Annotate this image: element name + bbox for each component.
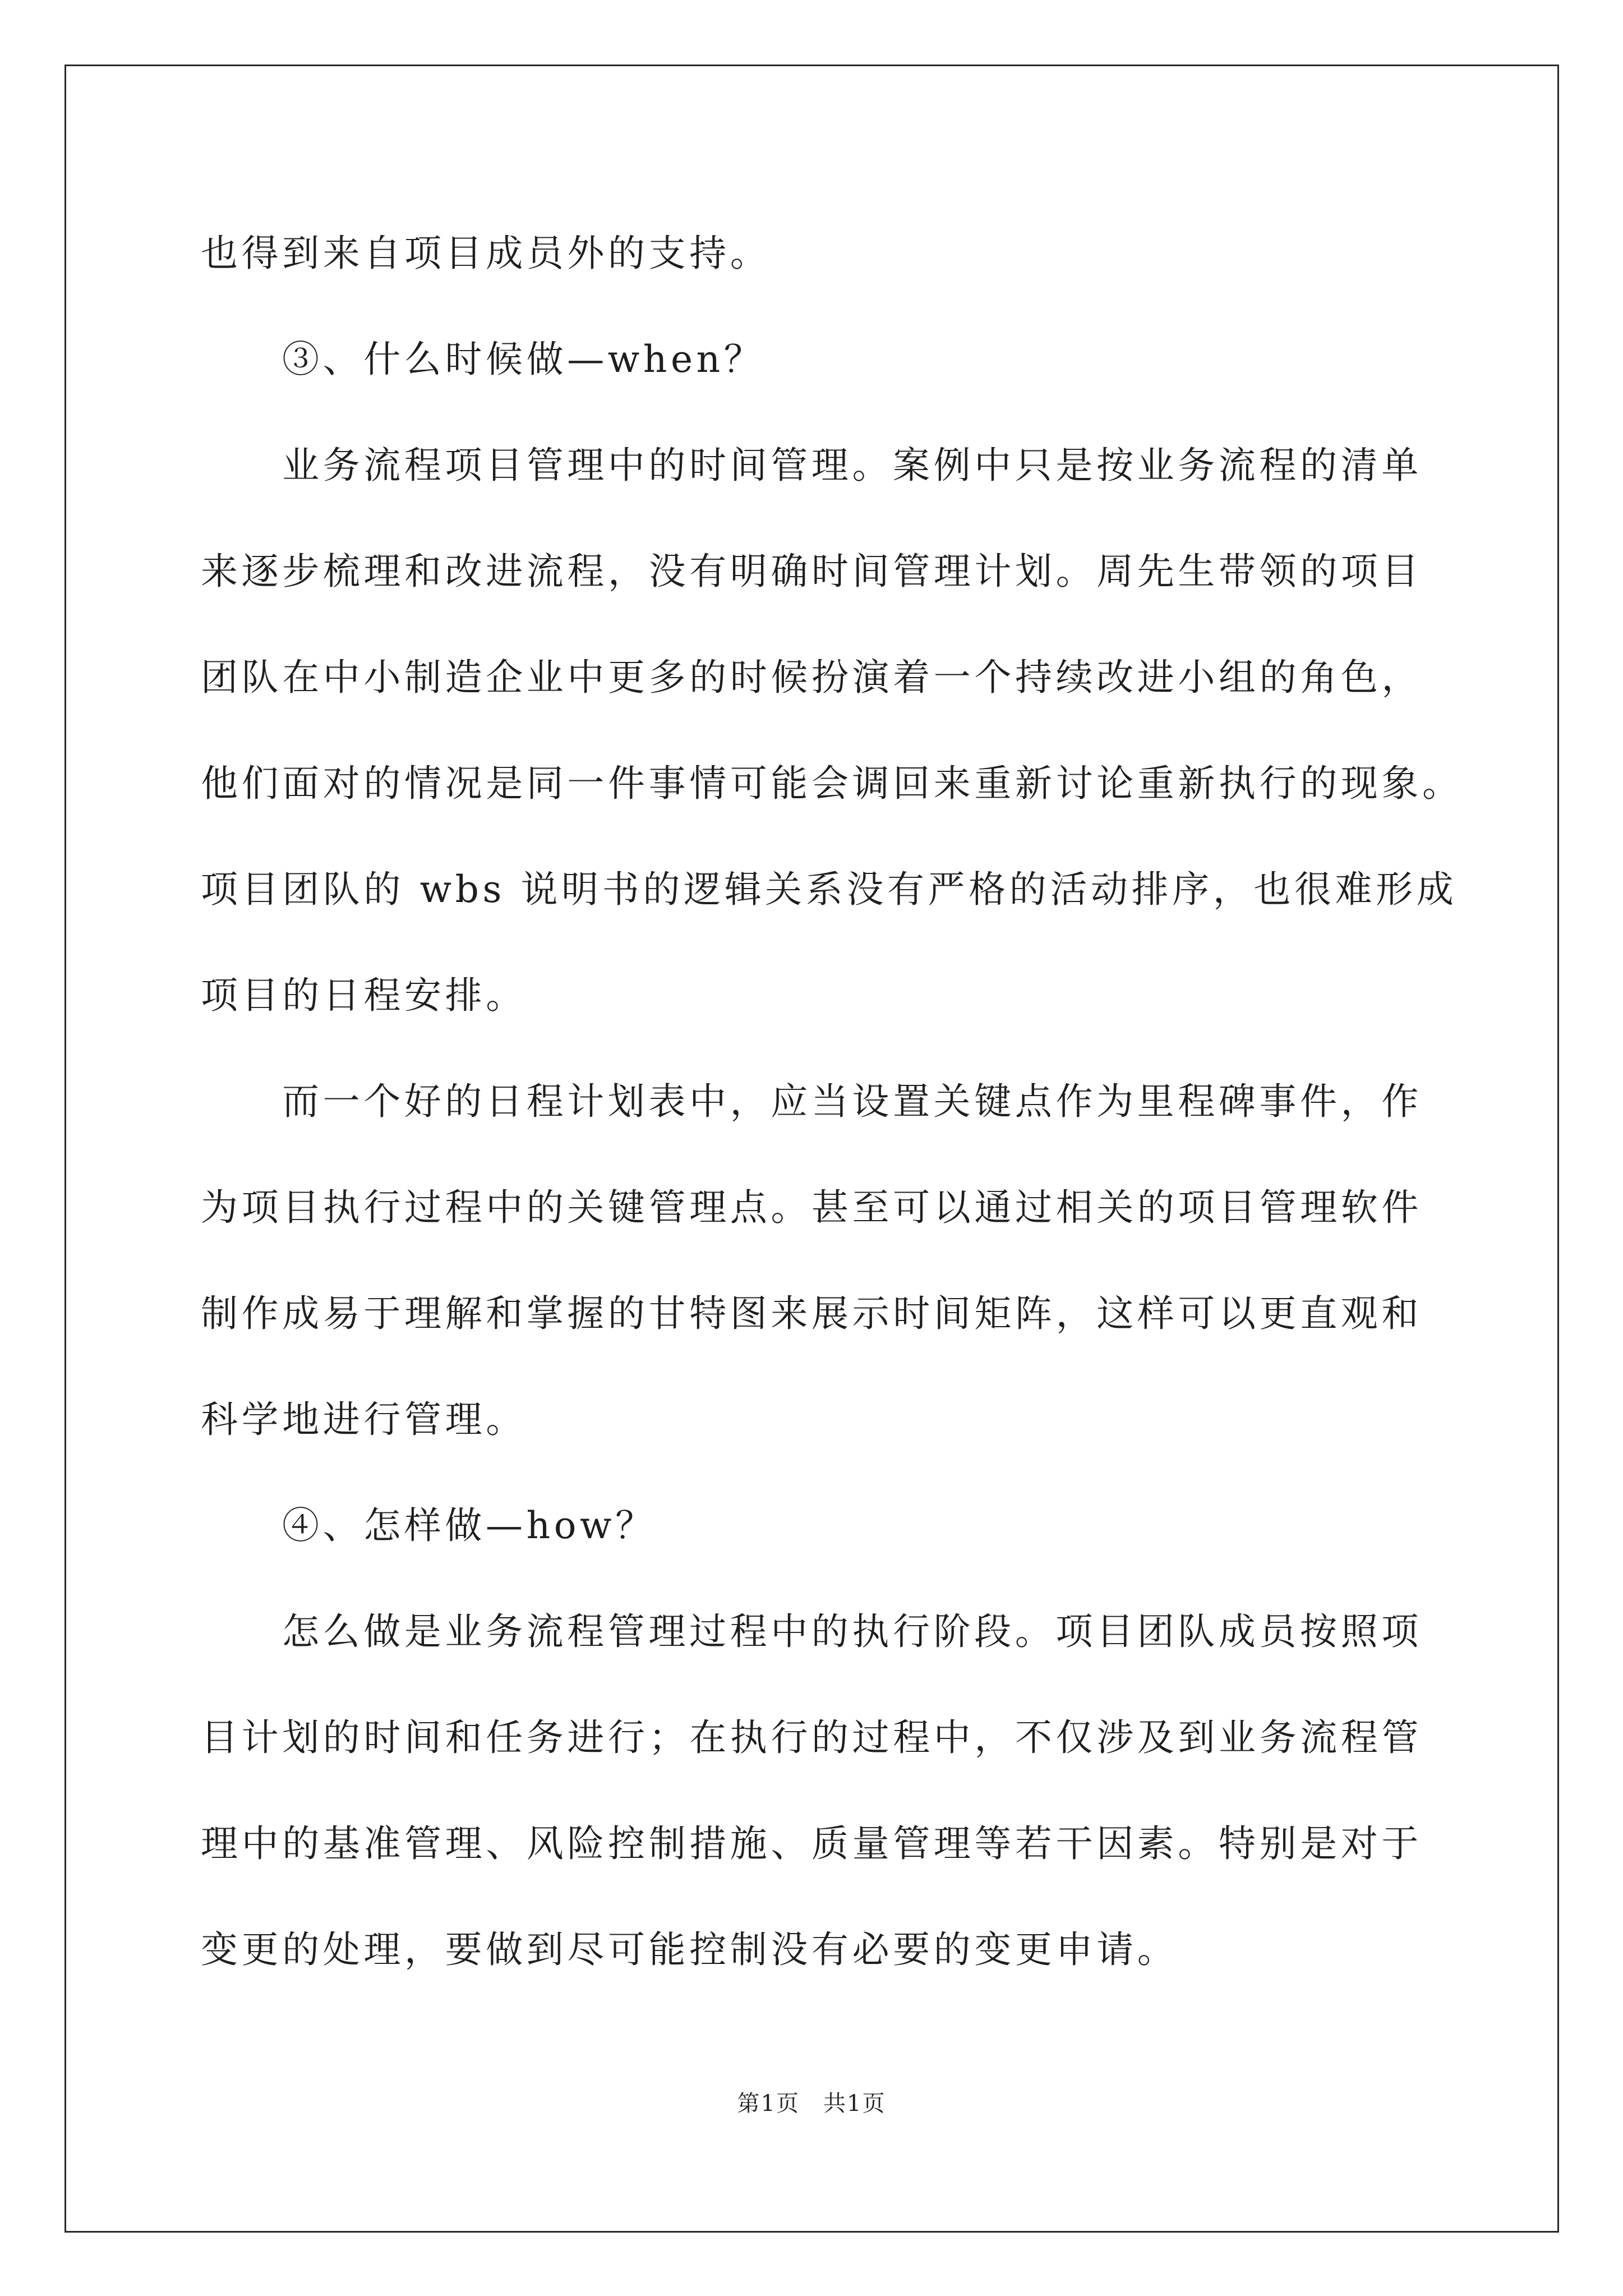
text-line: 团队在中小制造企业中更多的时候扮演着一个持续改进小组的角色， [201,656,1422,699]
text-line: 目计划的时间和任务进行；在执行的过程中，不仅涉及到业务流程管 [201,1716,1422,1759]
text-line: 业务流程项目管理中的时间管理。案例中只是按业务流程的清单 [282,444,1422,487]
text-line: 变更的处理，要做到尽可能控制没有必要的变更申请。 [201,1928,1178,1971]
paragraph [201,200,1536,306]
paragraph [201,412,1536,1048]
text-line: ③、什么时候做—when？ [282,338,765,381]
text-line: 科学地进行管理。 [201,1398,527,1441]
text-line: 理中的基准管理、风险控制措施、质量管理等若干因素。特别是对于 [201,1822,1422,1865]
text-line: 而一个好的日程计划表中，应当设置关键点作为里程碑事件，作 [282,1080,1422,1123]
text-line: 也得到来自项目成员外的支持。 [201,232,771,275]
section-heading-when [201,306,1536,412]
document-body [201,200,1536,2003]
page-footer: 第1页 共1页 [737,2091,886,2116]
text-line: 来逐步梳理和改进流程，没有明确时间管理计划。周先生带领的项目 [201,550,1422,593]
section-heading-how [201,1473,1536,1579]
text-line: 怎么做是业务流程管理过程中的执行阶段。项目团队成员按照项 [282,1610,1422,1653]
text-line: 他们面对的情况是同一件事情可能会调回来重新讨论重新执行的现象。 [201,762,1463,805]
text-line: 项目团队的 wbs 说明书的逻辑关系没有严格的活动排序，也很难形成 [201,868,1458,911]
text-line: 制作成易于理解和掌握的甘特图来展示时间矩阵，这样可以更直观和 [201,1292,1422,1335]
paragraph [201,1579,1536,2003]
text-line: 项目的日程安排。 [201,974,527,1017]
text-line: 为项目执行过程中的关键管理点。甚至可以通过相关的项目管理软件 [201,1186,1422,1229]
paragraph [201,1048,1536,1473]
text-line: ④、怎样做—how？ [282,1504,656,1547]
